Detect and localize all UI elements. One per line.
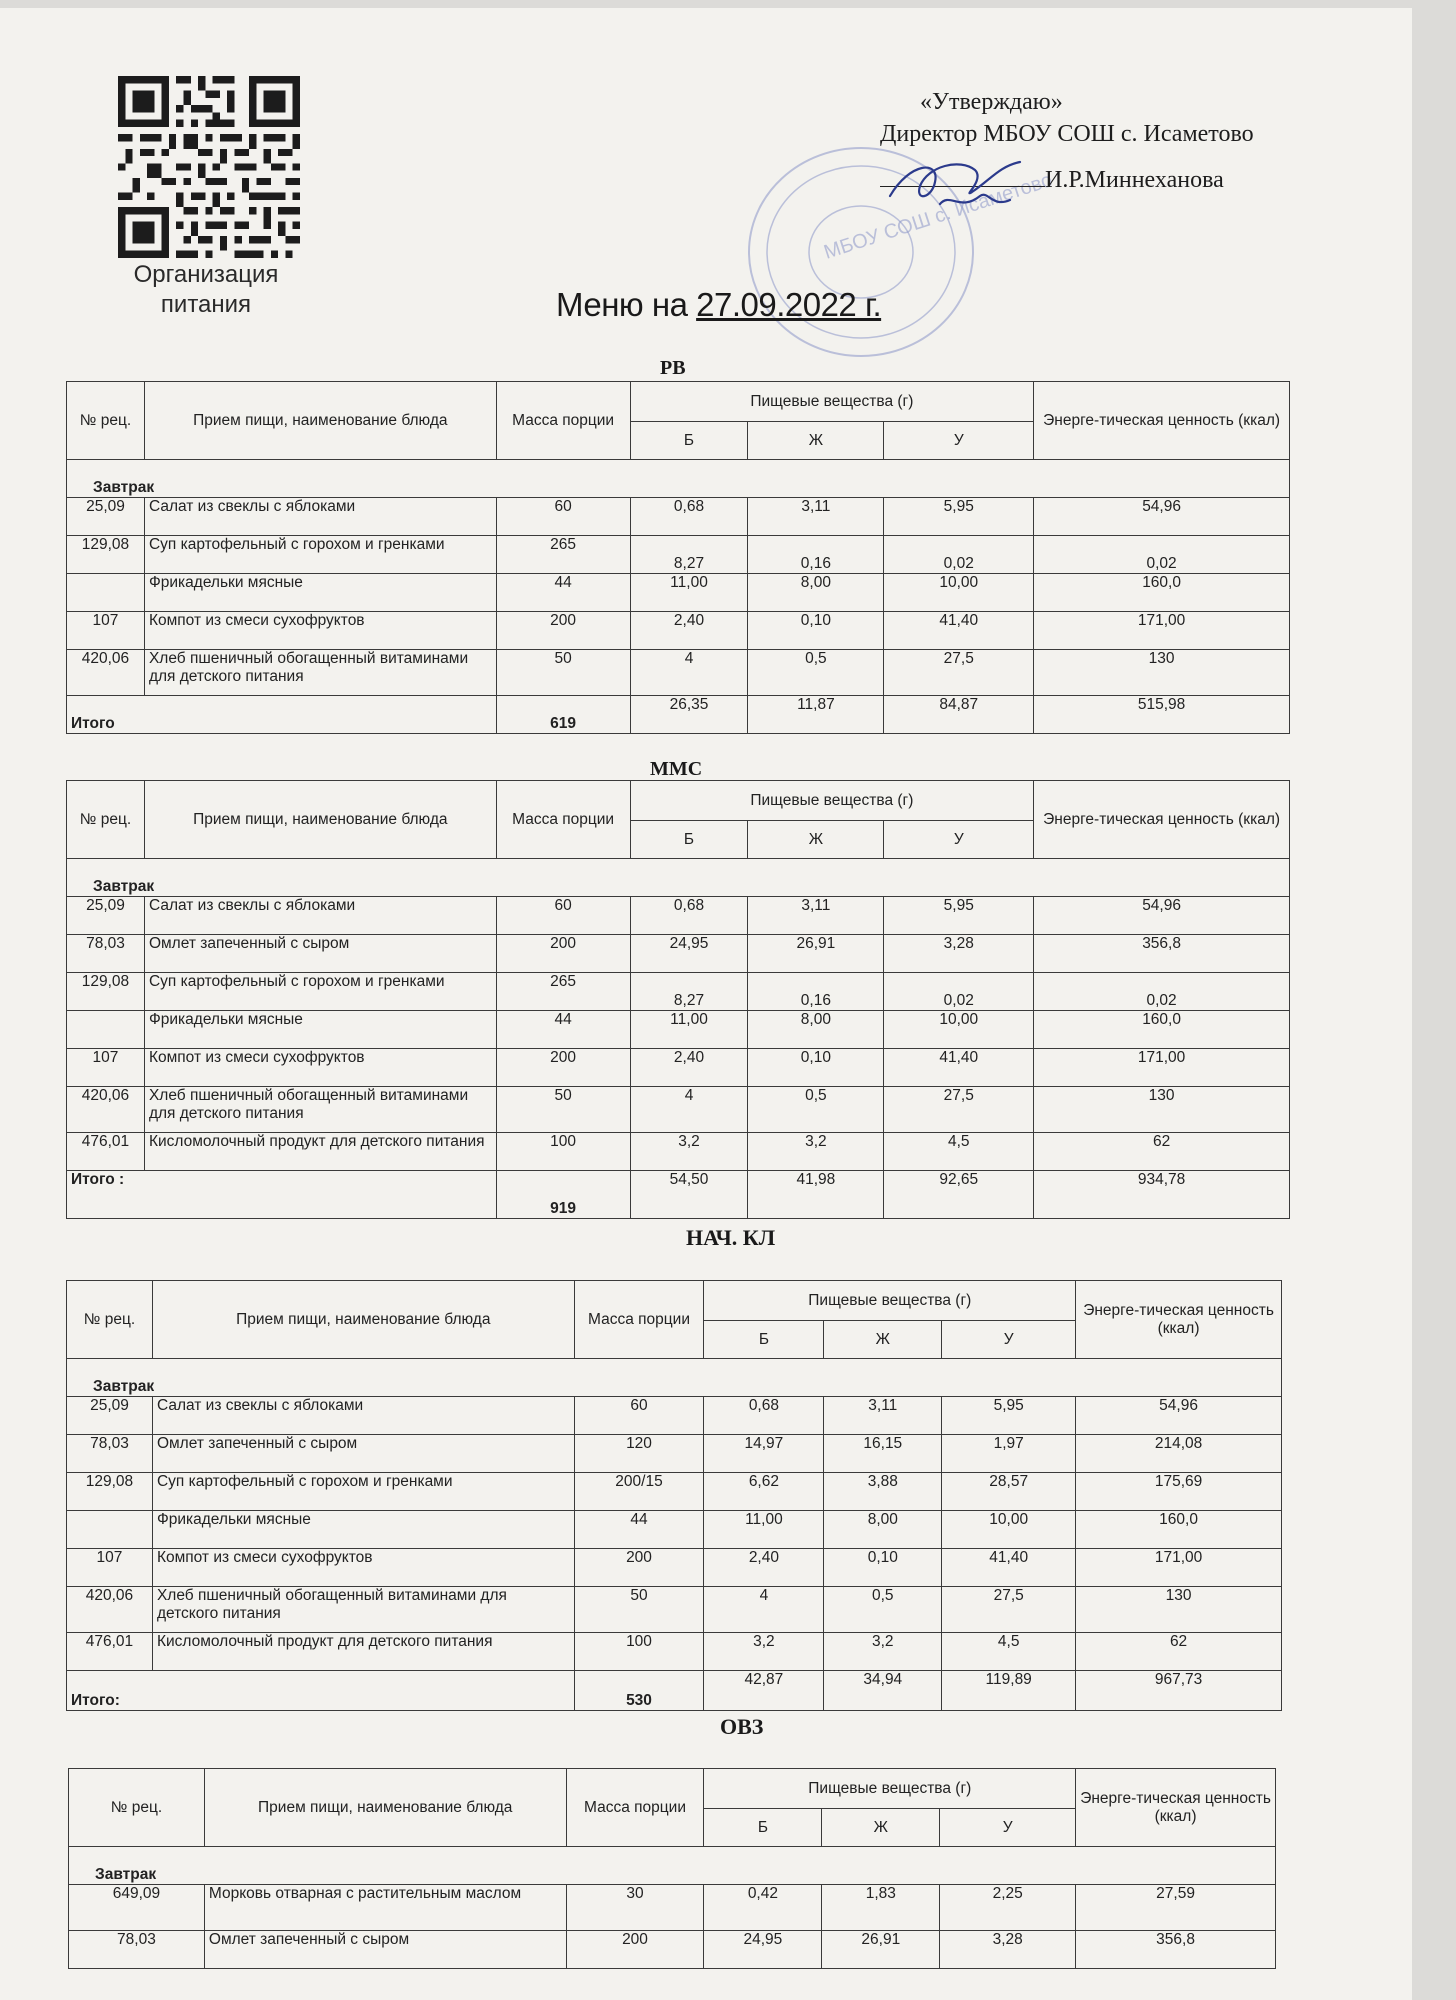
table-row (67, 1011, 1290, 1049)
table-cell: 130 (1034, 1087, 1290, 1133)
table-cell: Морковь отварная с растительным маслом (204, 1885, 566, 1931)
table-cell: 54,50 (630, 1171, 748, 1219)
table-cell: Салат из свеклы с яблоками (144, 897, 496, 935)
table-cell: 11,87 (748, 696, 884, 734)
table-row (67, 897, 1290, 935)
header-num: № рец. (67, 781, 145, 859)
table-cell: 50 (496, 1087, 630, 1133)
total-row (67, 1171, 1290, 1219)
table-cell: 171,00 (1034, 612, 1290, 650)
header-num: № рец. (67, 382, 145, 460)
header-zh: Ж (824, 1321, 942, 1359)
approval-heading: «Утверждаю» (920, 89, 1063, 115)
table-cell: 8,00 (748, 1011, 884, 1049)
table-cell: 120 (574, 1435, 704, 1473)
table-cell: Хлеб пшеничный обогащенный витаминами для детского питания (152, 1587, 574, 1633)
header-zh: Ж (822, 1809, 940, 1847)
table-row (69, 1931, 1276, 1969)
table-cell: 129,08 (67, 1473, 153, 1511)
table-cell: 4 (630, 1087, 748, 1133)
table-cell: 27,5 (884, 1087, 1034, 1133)
table-cell: 8,27 (630, 536, 748, 574)
table-cell: 3,28 (940, 1931, 1076, 1969)
table-cell: Суп картофельный с горохом и гренками (144, 973, 496, 1011)
table-cell: 10,00 (884, 1011, 1034, 1049)
table-cell: 11,00 (630, 574, 748, 612)
stamp-text: МБОУ СОШ с. Исаметово (821, 169, 1056, 264)
title-prefix: Меню на (556, 286, 697, 323)
table-cell: 10,00 (942, 1511, 1076, 1549)
table-cell: 356,8 (1034, 935, 1290, 973)
table-cell: 100 (574, 1633, 704, 1671)
approval-position: Директор МБОУ СОШ с. Исаметово (880, 121, 1254, 147)
table-cell: 10,00 (884, 574, 1034, 612)
table-cell: 28,57 (942, 1473, 1076, 1511)
table-cell: 175,69 (1076, 1473, 1282, 1511)
table-cell: 200 (496, 1049, 630, 1087)
table-cell: 160,0 (1076, 1511, 1282, 1549)
table-cell: 6,62 (704, 1473, 824, 1511)
table-cell: 50 (574, 1587, 704, 1633)
table-cell: 530 (574, 1671, 704, 1711)
table-cell: 171,00 (1076, 1549, 1282, 1587)
table-cell: 0,02 (884, 536, 1034, 574)
table-cell: 107 (67, 612, 145, 650)
table-cell: 3,2 (748, 1133, 884, 1171)
table-cell: 130 (1076, 1587, 1282, 1633)
table-cell: 129,08 (67, 536, 145, 574)
table-cell: 129,08 (67, 973, 145, 1011)
table-cell: 4,5 (884, 1133, 1034, 1171)
menu-table-ovz (68, 1768, 1276, 1969)
table-cell: 0,10 (824, 1549, 942, 1587)
menu-table-rv (66, 381, 1290, 734)
table-cell: 78,03 (67, 935, 145, 973)
table-cell: Фрикадельки мясные (144, 1011, 496, 1049)
table-cell: 0,68 (630, 897, 748, 935)
table-cell (67, 1511, 153, 1549)
table-row (67, 1397, 1282, 1435)
table-cell: 5,95 (884, 897, 1034, 935)
table-cell: 107 (67, 1549, 153, 1587)
table-cell: 420,06 (67, 650, 145, 696)
table-cell: 60 (496, 498, 630, 536)
table-cell: 41,40 (942, 1549, 1076, 1587)
table-row (67, 1587, 1282, 1633)
table-cell: 107 (67, 1049, 145, 1087)
table-cell: 5,95 (884, 498, 1034, 536)
table-row (67, 536, 1290, 574)
title-date: 27.09.2022 г. (696, 286, 882, 323)
table-row (67, 1633, 1282, 1671)
table-cell: Кисломолочный продукт для детского питания (144, 1133, 496, 1171)
table-cell: 5,95 (942, 1397, 1076, 1435)
total-row (67, 696, 1290, 734)
table-row (67, 935, 1290, 973)
table-cell: 78,03 (69, 1931, 205, 1969)
table-cell: 54,96 (1076, 1397, 1282, 1435)
table-row (67, 574, 1290, 612)
table-cell: 119,89 (942, 1671, 1076, 1711)
table-cell: 0,5 (748, 1087, 884, 1133)
table-cell: 25,09 (67, 1397, 153, 1435)
table-cell: 0,68 (630, 498, 748, 536)
table-cell: 3,28 (884, 935, 1034, 973)
table-cell: Компот из смеси сухофруктов (144, 1049, 496, 1087)
table-cell: Суп картофельный с горохом и гренками (144, 536, 496, 574)
header-mass: Масса порции (566, 1769, 704, 1847)
table-cell: 1,97 (942, 1435, 1076, 1473)
table-cell: Итого (67, 696, 497, 734)
table-cell: 8,00 (748, 574, 884, 612)
header-mass: Масса порции (574, 1281, 704, 1359)
table-cell: 2,40 (630, 612, 748, 650)
table-cell: 0,42 (704, 1885, 822, 1931)
table-cell: 54,96 (1034, 897, 1290, 935)
table-cell: 160,0 (1034, 574, 1290, 612)
table-row (67, 1133, 1290, 1171)
section-title-rv: РВ (660, 357, 686, 379)
table-cell: 0,02 (1034, 973, 1290, 1011)
table-cell: Итого: (67, 1671, 575, 1711)
table-cell: 2,25 (940, 1885, 1076, 1931)
section-title-ovz: ОВЗ (720, 1714, 764, 1739)
table-cell: 0,5 (824, 1587, 942, 1633)
table-cell: 515,98 (1034, 696, 1290, 734)
table-row (67, 1473, 1282, 1511)
table-cell: 62 (1076, 1633, 1282, 1671)
header-num: № рец. (67, 1281, 153, 1359)
table-cell: 92,65 (884, 1171, 1034, 1219)
table-cell: 54,96 (1034, 498, 1290, 536)
meal-label: Завтрак (67, 460, 1290, 498)
table-row (67, 498, 1290, 536)
header-u: У (884, 821, 1034, 859)
table-cell: 3,88 (824, 1473, 942, 1511)
table-cell: Итого : (67, 1171, 497, 1219)
table-row (69, 1885, 1276, 1931)
table-cell: Омлет запеченный с сыром (144, 935, 496, 973)
header-zh: Ж (748, 821, 884, 859)
header-u: У (940, 1809, 1076, 1847)
table-cell: Хлеб пшеничный обогащенный витаминами для детского питания (144, 1087, 496, 1133)
total-row (67, 1671, 1282, 1711)
table-cell: 41,40 (884, 1049, 1034, 1087)
table-cell: 11,00 (704, 1511, 824, 1549)
table-cell: 30 (566, 1885, 704, 1931)
table-cell: 84,87 (884, 696, 1034, 734)
table-cell: Компот из смеси сухофруктов (152, 1549, 574, 1587)
table-cell: 0,5 (748, 650, 884, 696)
table-cell: 25,09 (67, 897, 145, 935)
table-row (67, 1087, 1290, 1133)
table-cell: 967,73 (1076, 1671, 1282, 1711)
table-row (67, 1511, 1282, 1549)
table-cell: 420,06 (67, 1587, 153, 1633)
table-row (67, 650, 1290, 696)
table-cell: 60 (574, 1397, 704, 1435)
table-cell: 200 (566, 1931, 704, 1969)
table-cell: 214,08 (1076, 1435, 1282, 1473)
table-cell: 0,10 (748, 1049, 884, 1087)
table-cell: 200 (574, 1549, 704, 1587)
table-cell: 3,2 (704, 1633, 824, 1671)
menu-table-mms (66, 780, 1290, 1219)
table-cell: 100 (496, 1133, 630, 1171)
table-cell: 200 (496, 935, 630, 973)
header-energy: Энерге-тическая ценность (ккал) (1034, 382, 1290, 460)
table-cell: 24,95 (630, 935, 748, 973)
table-cell: 3,11 (748, 897, 884, 935)
table-cell: Хлеб пшеничный обогащенный витаминами для детского питания (144, 650, 496, 696)
header-mass: Масса порции (496, 781, 630, 859)
table-cell: 41,98 (748, 1171, 884, 1219)
table-cell: Омлет запеченный с сыром (152, 1435, 574, 1473)
table-row (67, 973, 1290, 1011)
table-cell: 27,5 (884, 650, 1034, 696)
header-mass: Масса порции (496, 382, 630, 460)
table-cell: 0,16 (748, 536, 884, 574)
table-cell: 919 (496, 1171, 630, 1219)
header-dish: Прием пищи, наименование блюда (144, 781, 496, 859)
table-cell: 0,68 (704, 1397, 824, 1435)
header-num: № рец. (69, 1769, 205, 1847)
table-row (67, 1435, 1282, 1473)
table-cell: 476,01 (67, 1633, 153, 1671)
table-cell (67, 574, 145, 612)
header-energy: Энерге-тическая ценность (ккал) (1034, 781, 1290, 859)
table-cell: 27,59 (1076, 1885, 1276, 1931)
table-cell: 34,94 (824, 1671, 942, 1711)
header-b: Б (704, 1321, 824, 1359)
table-cell: 4 (630, 650, 748, 696)
table-cell: 50 (496, 650, 630, 696)
table-cell: 44 (496, 1011, 630, 1049)
table-cell: 42,87 (704, 1671, 824, 1711)
header-dish: Прием пищи, наименование блюда (152, 1281, 574, 1359)
table-cell: Салат из свеклы с яблоками (152, 1397, 574, 1435)
header-b: Б (630, 422, 748, 460)
table-cell: 26,91 (748, 935, 884, 973)
table-cell: 14,97 (704, 1435, 824, 1473)
table-cell: 171,00 (1034, 1049, 1290, 1087)
table-cell: 265 (496, 973, 630, 1011)
header-energy: Энерге-тическая ценность (ккал) (1076, 1769, 1276, 1847)
qr-code (118, 76, 300, 258)
header-nutrients: Пищевые вещества (г) (704, 1769, 1076, 1809)
table-cell: 16,15 (824, 1435, 942, 1473)
table-cell: 41,40 (884, 612, 1034, 650)
table-cell: Салат из свеклы с яблоками (144, 498, 496, 536)
meal-label: Завтрак (67, 859, 1290, 897)
table-cell: 649,09 (69, 1885, 205, 1931)
table-cell: 3,11 (824, 1397, 942, 1435)
table-cell: 78,03 (67, 1435, 153, 1473)
table-cell: 934,78 (1034, 1171, 1290, 1219)
table-cell: 11,00 (630, 1011, 748, 1049)
table-cell: 2,40 (630, 1049, 748, 1087)
table-cell: Компот из смеси сухофруктов (144, 612, 496, 650)
header-nutrients: Пищевые вещества (г) (704, 1281, 1076, 1321)
table-cell: 8,27 (630, 973, 748, 1011)
table-cell: Суп картофельный с горохом и гренками (152, 1473, 574, 1511)
table-cell: 1,83 (822, 1885, 940, 1931)
table-cell: Фрикадельки мясные (144, 574, 496, 612)
table-cell: 619 (496, 696, 630, 734)
meal-label: Завтрак (67, 1359, 1282, 1397)
table-cell: 3,2 (630, 1133, 748, 1171)
table-cell: 130 (1034, 650, 1290, 696)
menu-table-nach-kl (66, 1280, 1282, 1711)
section-title-nach-kl: НАЧ. КЛ (686, 1225, 776, 1250)
table-cell: Омлет запеченный с сыром (204, 1931, 566, 1969)
table-cell: 200/15 (574, 1473, 704, 1511)
document-page (0, 8, 1412, 2000)
page-title (556, 286, 881, 324)
header-dish: Прием пищи, наименование блюда (144, 382, 496, 460)
table-cell: 60 (496, 897, 630, 935)
header-nutrients: Пищевые вещества (г) (630, 781, 1034, 821)
table-cell: 24,95 (704, 1931, 822, 1969)
table-cell: 4,5 (942, 1633, 1076, 1671)
header-dish: Прием пищи, наименование блюда (204, 1769, 566, 1847)
table-cell: 0,02 (1034, 536, 1290, 574)
approval-signer: И.Р.Миннеханова (1045, 167, 1224, 193)
table-cell: 2,40 (704, 1549, 824, 1587)
table-cell: 26,91 (822, 1931, 940, 1969)
qr-caption: Организация питания (133, 261, 279, 318)
header-b: Б (630, 821, 748, 859)
table-cell: 62 (1034, 1133, 1290, 1171)
table-cell (67, 1011, 145, 1049)
table-cell: 25,09 (67, 498, 145, 536)
table-cell: 3,11 (748, 498, 884, 536)
header-u: У (942, 1321, 1076, 1359)
table-cell: 4 (704, 1587, 824, 1633)
header-energy: Энерге-тическая ценность (ккал) (1076, 1281, 1282, 1359)
table-cell: 44 (496, 574, 630, 612)
table-cell: 200 (496, 612, 630, 650)
table-cell: Кисломолочный продукт для детского питания (152, 1633, 574, 1671)
table-row (67, 612, 1290, 650)
table-cell: 26,35 (630, 696, 748, 734)
table-cell: 0,16 (748, 973, 884, 1011)
header-nutrients: Пищевые вещества (г) (630, 382, 1034, 422)
table-cell: 265 (496, 536, 630, 574)
table-cell: 0,02 (884, 973, 1034, 1011)
header-b: Б (704, 1809, 822, 1847)
table-row (67, 1549, 1282, 1587)
meal-label: Завтрак (69, 1847, 1276, 1885)
table-cell: 476,01 (67, 1133, 145, 1171)
table-cell: 420,06 (67, 1087, 145, 1133)
table-cell: 356,8 (1076, 1931, 1276, 1969)
table-cell: 27,5 (942, 1587, 1076, 1633)
table-cell: 160,0 (1034, 1011, 1290, 1049)
table-row (67, 1049, 1290, 1087)
table-cell: 8,00 (824, 1511, 942, 1549)
table-cell: Фрикадельки мясные (152, 1511, 574, 1549)
table-cell: 44 (574, 1511, 704, 1549)
table-cell: 0,10 (748, 612, 884, 650)
table-cell: 3,2 (824, 1633, 942, 1671)
handwritten-signature (880, 152, 1030, 222)
header-zh: Ж (748, 422, 884, 460)
header-u: У (884, 422, 1034, 460)
section-title-mms: ММС (650, 758, 703, 780)
